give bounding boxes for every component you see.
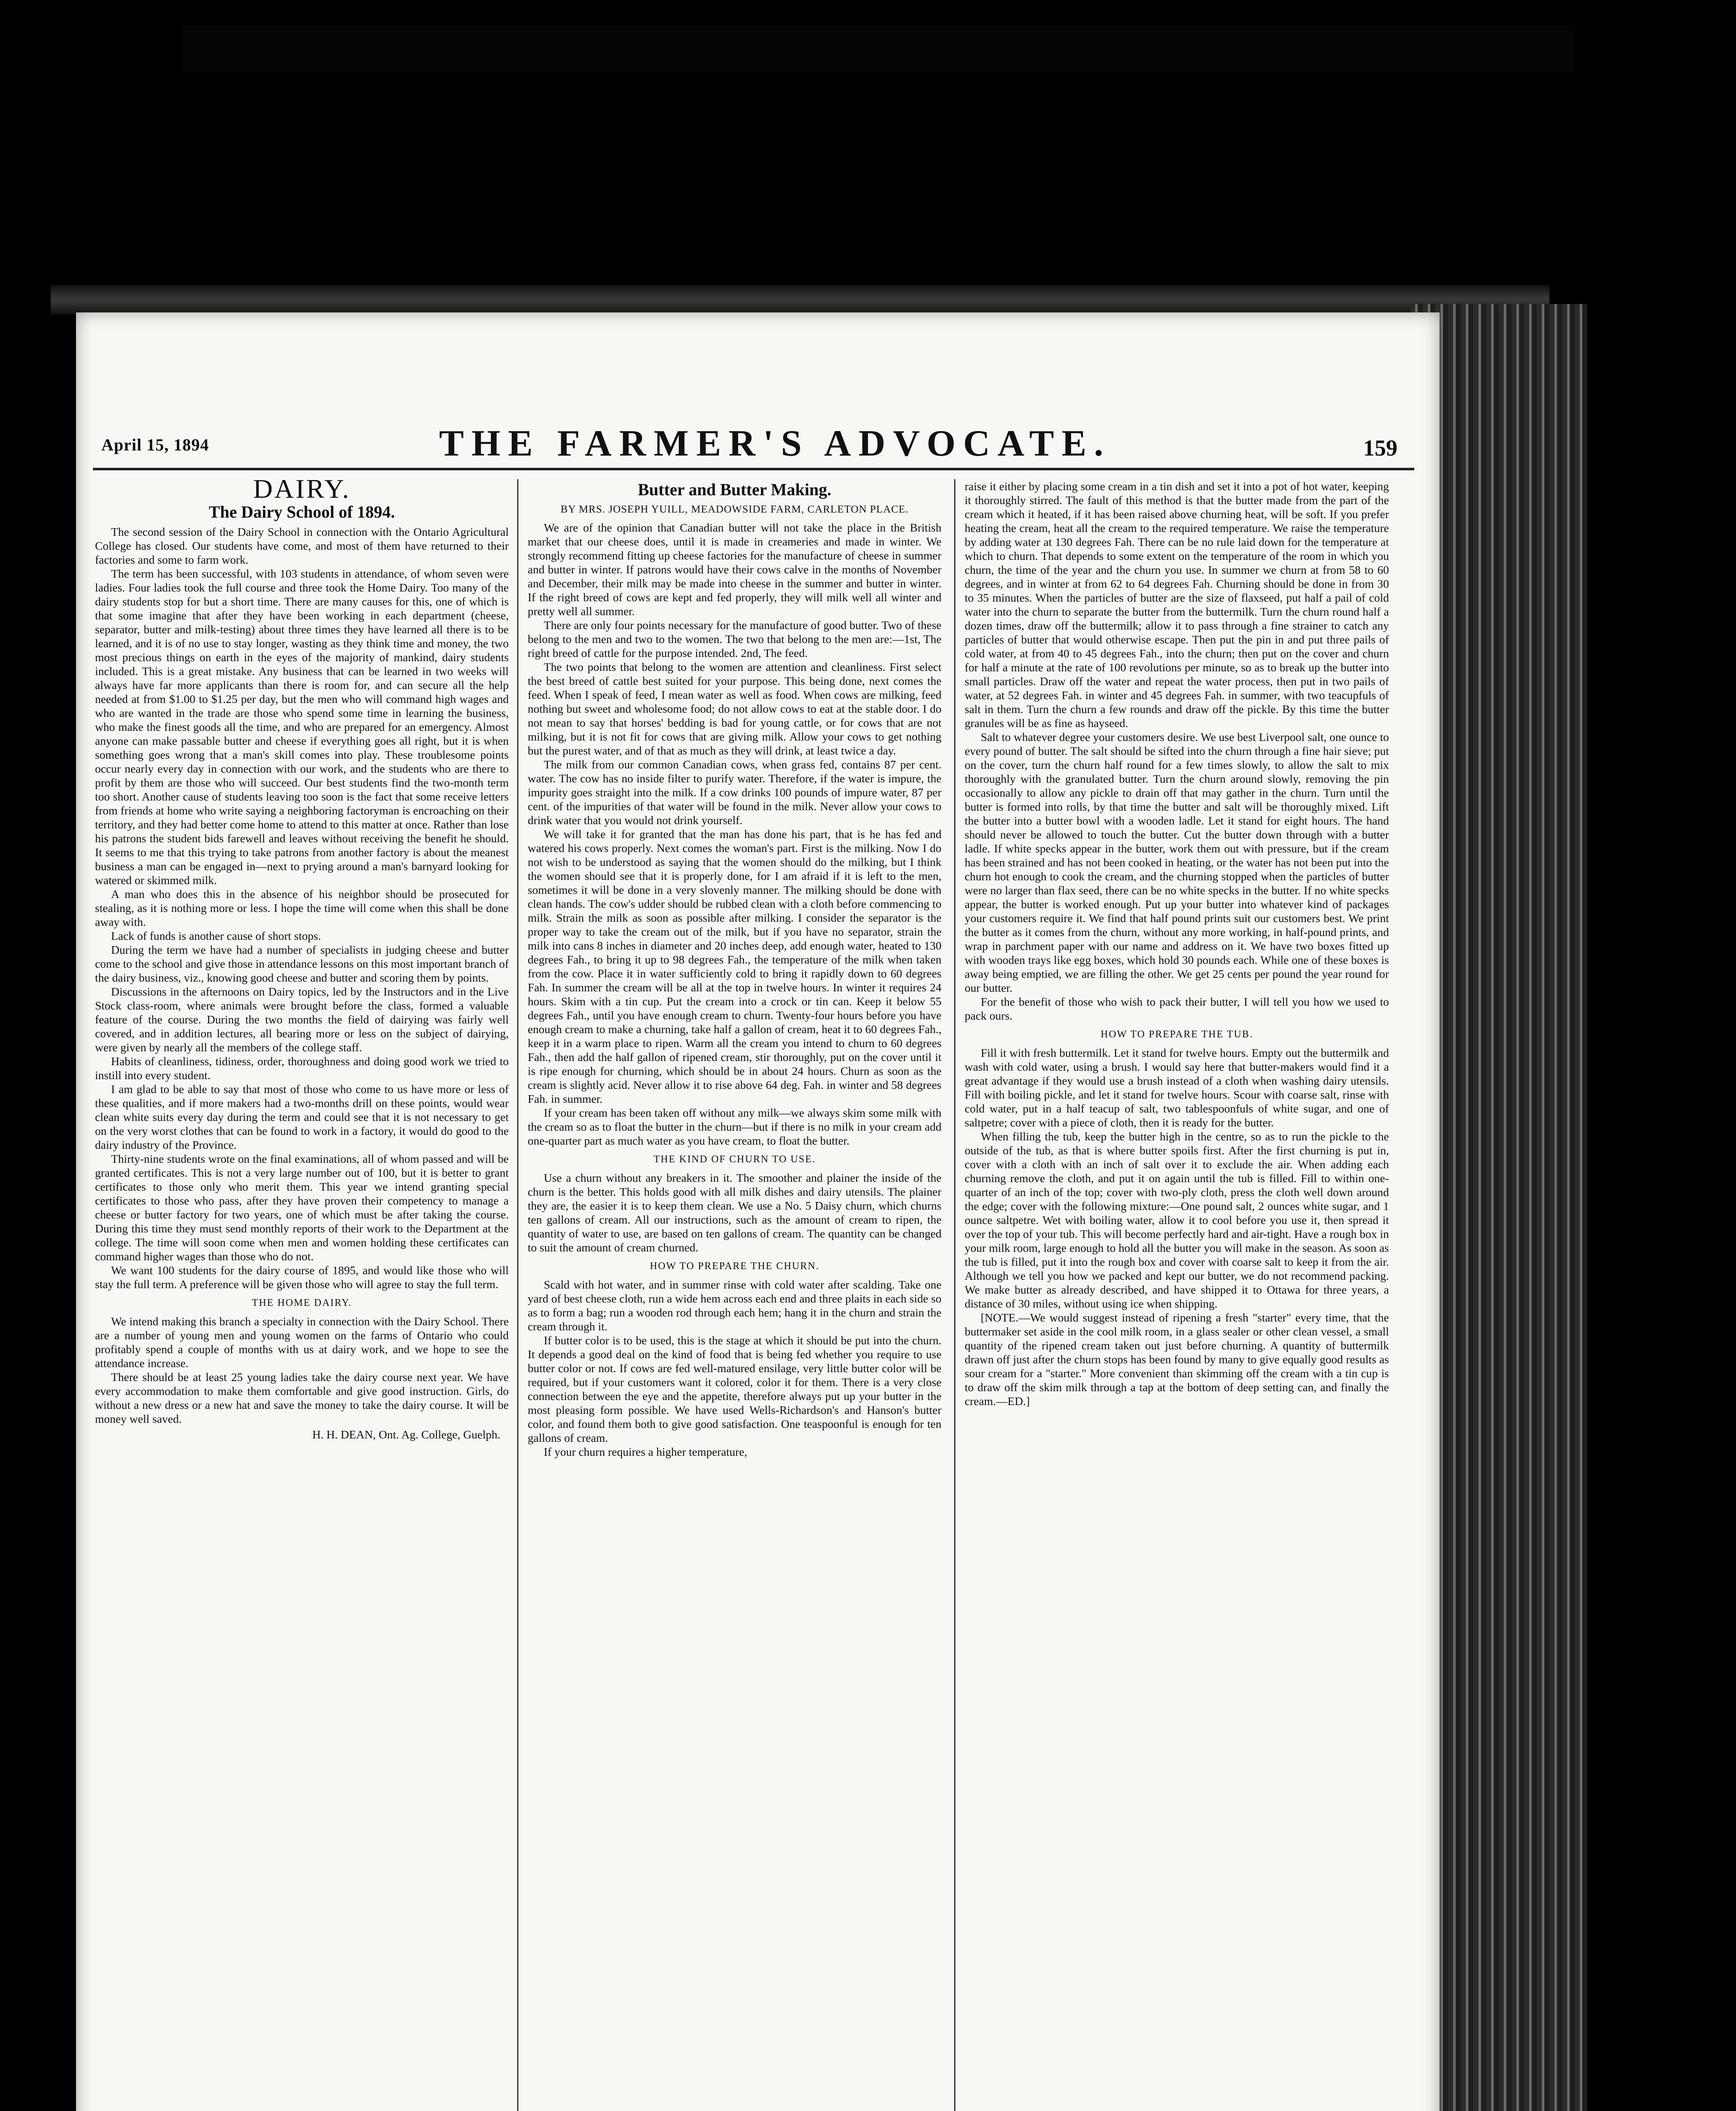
paragraph: I am glad to be able to say that most of those who come to us have more or less of these qualities, and if more makers had a two-months drill on these points, would wear clean white suits every day during the term and could see that it is not necessary to get on the very worst clothes that can be found to work in a factory, it would do good to the dairy industry of the Province. — [95, 1083, 509, 1151]
paragraph: When filling the tub, keep the butter high in the centre, so as to run the pickle to the outside of the tub, as that is where butter spoils first. After the first churning is put in, cover with a cloth with an inch of salt over it to exclude the air. When adding each churning remove the cloth, and put it on again until the tub is filled. Fill to within one-quarter of an inch of the top; cover with two-ply cloth, press the cloth well down around the edge; cover with the following mixture:—One pound salt, 2 ounces white sugar, and 1 ounce saltpetre. Wet with boiling water, allow it to cool before you use it, then spread it over the top of your tub. This will become perfectly hard and air-tight. Have a rough box in your milk room, large enough to hold all the butter you will make in the season. As soon as the tub is filled, put it into the rough box and cover with coarse salt to keep it from the air. Although we tell you how we packed and kept our butter, we do not recommend packing. We make butter as already described, and have shipped it to Ottawa for three years, a distance of 30 miles, without using ice when shipping. — [965, 1130, 1389, 1310]
paragraph: Use a churn without any breakers in it. The smoother and plainer the inside of the churn is the better. This holds good with all milk dishes and dairy utensils. The plainer they are, the easier it is to keep them clean. We use a No. 5 Daisy churn, which churns ten gallons of cream. All our instructions, such as the amount of cream to ripen, the quantity of water to use, are based on ten gallons of cream. The quantity can be changed to suit the amount of cream churned. — [528, 1171, 941, 1254]
paragraph: If butter color is to be used, this is the stage at which it should be put into the churn. It depends a good deal on the kind of food that is being fed whether you require to use butter color or not. If cows are fed well-matured ensilage, very little butter color will be required, but if your customers want it colored, color it for them. There is a very close connection between the eye and the appetite, therefore always put up your butter in the most pleasing form possible. We have used Wells-Richardson's and Hanson's butter color, and found them both to give good satisfaction. One teaspoonful is enough for ten gallons of cream. — [528, 1334, 941, 1444]
scan-top-edge — [182, 25, 1575, 72]
paragraph: We intend making this branch a specialty in connection with the Dairy School. There are a number of young men and young women on the farms of Ontario who could profitably spend a couple of months with us at dairy work, and we hope to see the attendance increase. — [95, 1315, 509, 1370]
paragraph: There should be at least 25 young ladies take the dairy course next year. We have every accommodation to make them comfortable and give good instruction. Girls, do without a new dress or a new hat and save the money to take the dairy course. It will be money well saved. — [95, 1370, 509, 1425]
paragraph: We want 100 students for the dairy course of 1895, and would like those who will stay the full term. A preference will be given those who will agree to stay the full term. — [95, 1264, 509, 1291]
paragraph: We will take it for granted that the man has done his part, that is he has fed and watered his cows properly. Next comes the woman's part. First is the milking. Now I do not wish to be understood as saying that the women should do the milking, but I think the women should see that it is properly done, for I am afraid if it is left to the men, sometimes it will be done in a very slovenly manner. The milking should be done with clean hands. The cow's udder should be rubbed clean with a cloth before commencing to milk. Strain the milk as soon as possible after milking. I consider the separator is the proper way to take the cream out of the milk, but if you have no separator, strain the milk into cans 8 inches in diameter and 20 inches deep, add enough water, heated to 130 degrees Fah., to bring it up to 98 degrees Fah., the temperature of the milk when taken from the cow. Place it in water sufficiently cold to bring it rapidly down to 60 degrees Fah. In summer the cream will be all at the top in twelve hours. In winter it requires 24 hours. Skim with a tin cup. Put the cream into a crock or tin can. Keep it below 55 degrees Fah., until you have enough cream to churn. Twenty-four hours before you have enough cream to make a churning, take half a gallon of cream, heat it to 60 degrees Fah., keep it in a warm place to ripen. Warm all the cream you intend to churn to 60 degrees Fah., then add the half gallon of ripened cream, stir thoroughly, put on the cover until it is ripe enough for churning, which should be in about 24 hours. Churn as soon as the cream is slightly acid. Never allow it to rise above 64 deg. Fah. in winter and 58 degrees Fah. in summer. — [528, 828, 941, 1105]
subheading: THE KIND OF CHURN TO USE. — [654, 1154, 816, 1165]
paragraph: The term has been successful, with 103 students in attendance, of whom seven were ladies. Four ladies took the full course and three took the Home Dairy. Too many of the dairy students stop for but a short time. There are many causes for this, one of which is that some imagine that after they have been working in each department (cheese, separator, butter and milk-testing) about three times they have learned all there is to be learned, and it is of no use to stay longer, wasting as they think time and money, the two most precious things on earth in the eyes of the majority of mankind, dairy students included. This is a great mistake. Any business that can be learned in two weeks will always have far more applicants than there is room for, and can secure all the help needed at from $1.00 to $1.25 per day, but the men who will command high wages and who are wanted in the trade are those who spend some time in learning the business, who make the finest goods all the time, and who are prepared for an emergency. Almost anyone can make passable butter and cheese if everything goes all right, but it is when something goes wrong that a man's skill comes into play. These troublesome points occur nearly every day in connection with our work, and the students who are there to profit by them are those who will succeed. Our best students find the two-month term too short. Another cause of students leaving too soon is the fact that some receive letters from friends at home who write saying a neighboring factoryman is encroaching on their territory, and they had better come home to attend to this matter at once. Rather than lose his patrons the student bids farewell and leaves without receiving the benefit he should. It seems to me that this trying to take patrons from another factory is about the meanest business a man can be engaged in—next to prying around a man's barnyard looking for watered or skimmed milk. — [95, 567, 509, 887]
paragraph: During the term we have had a number of specialists in judging cheese and butter come to the school and give those in attendance lessons on this most important branch of the dairy business, viz., knowing good cheese and butter and scoring them by points. — [95, 943, 509, 984]
paragraph: Thirty-nine students wrote on the final examinations, all of whom passed and will be granted certificates. This is not a very large number out of 100, but it is better to grant certificates to those only who merit them. This year we intend granting special certificates to those who pass, after they have proven their competency to manage a cheese or butter factory for two years, one of which must be after taking the course. During this time they must send monthly reports of their work to the Department at the college. The time will soon come when men and women holding these certificates can command higher wages than those who do not. — [95, 1152, 509, 1263]
subheading: THE HOME DAIRY. — [252, 1297, 352, 1308]
masthead-title: THE FARMER'S ADVOCATE. — [439, 423, 1111, 464]
paragraph: raise it either by placing some cream in a tin dish and set it into a pot of hot water, keeping it thoroughly stirred. The fault of this method is that the butter made from the part of the cream which it heated, if it has been raised above churning heat, will be soft. If you prefer heating the cream, heat all the cream to the required temperature. We raise the temperature by adding water at 130 degrees Fah. There can be no rule laid down for the temperature at which to churn. That depends to some extent on the temperature of the room in which you churn, the time of the year and the churn you use. In summer we churn at from 58 to 60 degrees, and in winter at from 62 to 64 degrees Fah. Churning should be done in from 30 to 35 minutes. When the particles of butter are the size of flaxseed, put half a pail of cold water into the churn to separate the butter from the buttermilk. Turn the churn round half a dozen times, draw off the buttermilk; allow it to pass through a fine strainer to catch any particles of butter that would otherwise escape. Then put the pin in and put three pails of cold water, at from 40 to 45 degrees Fah., into the churn; then put on the cover and churn for half a minute at the rate of 100 revolutions per minute, so as to break up the butter into small particles. Draw off the water and repeat the water process, then put in two pails of water, at 52 degrees Fah. in winter and 45 degrees Fah. in summer, with two teacupfuls of salt in them. Turn the churn a few rounds and draw off the pickle. By this time the butter granules will be as fine as hayseed. — [965, 480, 1389, 730]
column-divider — [954, 479, 955, 2111]
paragraph: Scald with hot water, and in summer rinse with cold water after scalding. Take one yard of best cheese cloth, run a wide hem across each end and three plaits in each side so as to form a bag; run a wooden rod through each hem; hang it in the churn and strain the cream through it. — [528, 1278, 941, 1333]
paragraph: Lack of funds is another cause of short stops. — [111, 929, 321, 942]
byline: BY MRS. JOSEPH YUILL, MEADOWSIDE FARM, CARLETON PLACE. — [560, 504, 909, 515]
subheading: HOW TO PREPARE THE CHURN. — [650, 1261, 819, 1272]
paragraph: The second session of the Dairy School in connection with the Ontario Agricultural College has closed. Our students have come, and most of them have returned to their factories and some to farm work. — [95, 525, 509, 566]
paragraph: A man who does this in the absence of his neighbor should be prosecuted for stealing, as it is nothing more or less. I hope the time will come when this shall be done away with. — [95, 887, 509, 928]
paragraph: The two points that belong to the women are attention and cleanliness. First select the best breed of cattle best suited for your purpose. This being done, next comes the feed. When I speak of feed, I mean water as well as food. When cows are milking, feed nothing but sweet and wholesome food; do not allow cows to eat at the stable door. I do not mean to say that horses' bedding is bad for young cattle, or for cows that are not milking, but it is not fit for cows that are giving milk. Allow your cows to get nothing but the purest water, and of that as much as they will drink, at least twice a day. — [528, 660, 941, 757]
scan-shadow-band — [51, 285, 1549, 315]
paragraph: Fill it with fresh buttermilk. Let it stand for twelve hours. Empty out the buttermilk and wash with cold water, using a brush. I would say here that butter-makers would find it a great advantage if they would use a brush instead of a cloth when washing dairy utensils. Fill with boiling pickle, and let it stand for twelve hours. Scour with coarse salt, rinse with cold water, put in a half teacup of salt, two tablespoonfuls of white sugar, and one of saltpetre; cover with a piece of cloth, then it is ready for the butter. — [965, 1046, 1389, 1129]
paragraph: We are of the opinion that Canadian butter will not take the place in the British market that our cheese does, until it is made in creameries and made in winter. We strongly recommend fitting up cheese factories for the manufacture of cheese in summer and butter in winter. If patrons would have their cows calve in the months of November and December, their milk may be made into cheese in the summer and butter in winter. If the right breed of cows are kept and fed properly, they will milk well all winter and pretty well all summer. — [528, 521, 941, 618]
paragraph: Discussions in the afternoons on Dairy topics, led by the Instructors and in the Live Stock class-room, where animals were brought before the class, formed a valuable feature of the course. During the two months the field of dairying was fairly well covered, and in addition lectures, all bearing more or less on the subject of dairying, were given by nearly all the members of the college staff. — [95, 985, 509, 1054]
paragraph: If your churn requires a higher temperature, — [544, 1445, 747, 1458]
newspaper-page — [76, 312, 1440, 2111]
paragraph: If your cream has been taken off without any milk—we always skim some milk with the cream so as to float the butter in the churn—but if there is no milk in your cream add one-quarter part as much water as you have cream, to float the butter. — [528, 1106, 941, 1147]
page-number: 159 — [1363, 435, 1397, 461]
issue-date: April 15, 1894 — [101, 435, 209, 454]
signature: H. H. DEAN, Ont. Ag. College, Guelph. — [312, 1428, 500, 1441]
column-3 — [965, 479, 1389, 2111]
paragraph: Salt to whatever degree your customers desire. We use best Liverpool salt, one ounce to every pound of butter. The salt should be sifted into the churn through a fine hair sieve; put on the cover, turn the churn half round for a few times slowly, to allow the salt to mix thoroughly with the granulated butter. Turn the churn around slowly, removing the pin occasionally to allow any pickle to drain off that may gather in the churn. Turn until the butter is formed into rolls, by that time the butter and salt will be thoroughly mixed. Lift the butter into a butter bowl with a wooden ladle. Let it stand for eight hours. The hand should never be allowed to touch the butter. Cut the butter down through with a butter ladle. If white specks appear in the butter, work them out with pressure, but if the cream has been strained and has not been cooked in heating, or the water has not been put into the churn hot enough to cook the cream, and the churning stopped when the particles of butter were no larger than flax seed, there can be no white specks in the butter. If no white specks appear, the butter is worked enough. Put up your butter into whatever kind of packages your customers require it. We find that half pound prints suit our customers best. We print the butter as it comes from the churn, without any more working, in half-pound prints, and wrap in parchment paper with our name and address on it. We have two boxes fitted up with wooden trays like egg boxes, which hold 30 pounds each. While one of these boxes is away being emptied, we are filling the other. We get 25 cents per pound the year round for our butter. — [965, 730, 1389, 994]
page-header — [101, 418, 1410, 464]
paragraph: For the benefit of those who wish to pack their butter, I will tell you how we used to pack ours. — [965, 995, 1389, 1022]
column-2 — [528, 479, 941, 2111]
paragraph: The milk from our common Canadian cows, when grass fed, contains 87 per cent. water. The cow has no inside filter to purify water. Therefore, if the water is impure, the impurity goes straight into the milk. If a cow drinks 100 pounds of impure water, 87 per cent. of the impurities of that water will be found in the milk. Never allow your cows to drink water that you would not drink yourself. — [528, 758, 941, 827]
article-headline: Butter and Butter Making. — [637, 480, 832, 499]
subheading: HOW TO PREPARE THE TUB. — [1101, 1029, 1253, 1040]
article-headline: The Dairy School of 1894. — [209, 502, 395, 521]
header-rule — [93, 468, 1414, 470]
column-1 — [95, 479, 509, 2111]
section-title: DAIRY. — [253, 479, 351, 504]
paragraph: Habits of cleanliness, tidiness, order, thoroughness and doing good work we tried to instill into every student. — [95, 1055, 509, 1082]
editor-note: [NOTE.—We would suggest instead of ripening a fresh "starter" every time, that the buttermaker set aside in the cool milk room, in a glass sealer or other clean vessel, a small quantity of the ripened cream taken out just before churning. A quantity of buttermilk drawn off just after the churn stops has been found by many to give equally good results as sour cream for a "starter." More convenient than skimming off the cream with a tin cup is to draw off the skim milk through a tap at the bottom of deep setting can, and finally the cream.—ED.] — [965, 1311, 1389, 1408]
column-divider — [517, 479, 518, 2111]
paragraph: There are only four points necessary for the manufacture of good butter. Two of these belong to the men and two to the women. The two that belong to the men are:—1st, The right breed of cattle for the purpose intended. 2nd, The feed. — [528, 619, 941, 659]
